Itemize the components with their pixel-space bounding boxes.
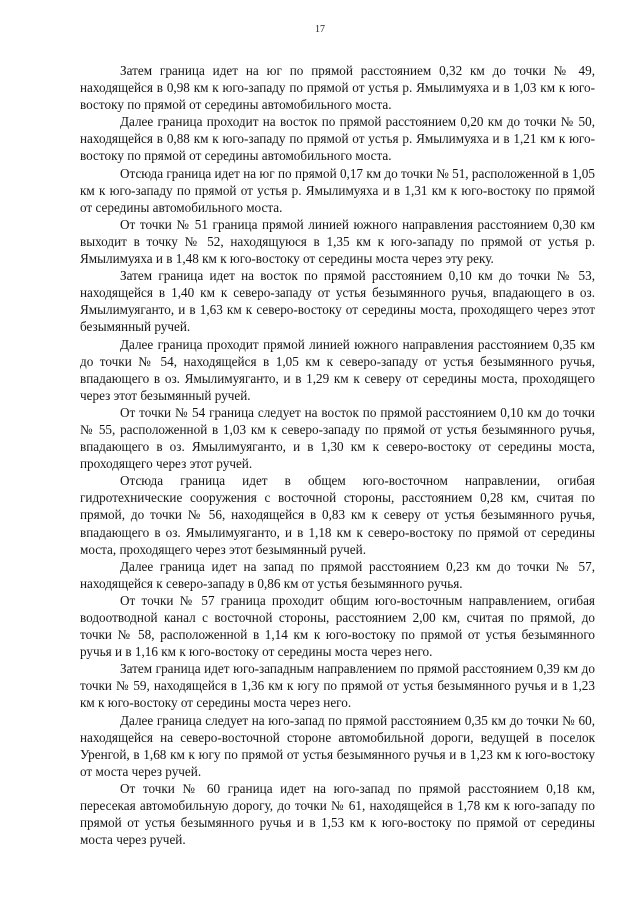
paragraph-point-60: Далее граница следует на юго-запад по прямой расстоянием 0,35 км до точки № 60, находящейся на северо-восточной стороне автомобильной дороги, ведущей в поселок Уренгой, в 1,68 км к югу по прямой от устья безымянного ручья и в 1,23 км к юго-востоку от моста через ручей.: [80, 712, 595, 779]
body-text: [80, 62, 595, 848]
paragraph-point-61: От точки № 60 граница идет на юго-запад по прямой расстоянием 0,18 км, пересекая автомобильную дорогу, до точки № 61, находящейся в 1,78 км к юго-западу по прямой от устья безымянного ручья и в 1,53 км к юго-востоку по прямой от середины моста через ручей.: [80, 780, 595, 848]
paragraph-point-58: От точки № 57 граница проходит общим юго-восточным направлением, огибая водоотводной канал с восточной стороны, расстоянием 2,00 км, считая по прямой, до точки № 58, расположенной в 1,14 км к юго-востоку по прямой от устья безымянного ручья и в 1,16 км к юго-востоку от середины моста через него.: [80, 592, 595, 660]
paragraph-point-52: От точки № 51 граница прямой линией южного направления расстоянием 0,30 км выходит в точку № 52, находящуюся в 1,35 км к юго-западу по прямой от устья р. Ямылимуяха и в 1,48 км к юго-востоку от середины моста через эту реку.: [80, 216, 595, 267]
paragraph-point-51: Отсюда граница идет на юг по прямой 0,17 км до точки № 51, расположенной в 1,05 км к юго-западу по прямой от устья р. Ямылимуяха и в 1,31 км к юго-востоку по прямой от середины автомобильного моста.: [80, 165, 595, 215]
page-number: 17: [315, 24, 325, 35]
paragraph-point-49: Затем граница идет на юг по прямой расстоянием 0,32 км до точки № 49, находящейся в 0,98 км к юго-западу по прямой от устья р. Ямылимуяха и в 1,03 км к юго-востоку по прямой от середины автомобильного моста.: [80, 63, 595, 113]
paragraph-point-53: Затем граница идет на восток по прямой расстоянием 0,10 км до точки № 53, находящейся в 1,40 км к северо-западу от устья безымянного ручья, впадающего в оз. Ямылимуяганто, и в 1,63 км к северо-востоку от середины моста, проходящего через этот безымянный ручей.: [80, 268, 595, 335]
paragraph-point-56: Отсюда граница идет в общем юго-восточном направлении, огибая гидротехнические сооружения с восточной стороны, расстоянием 0,28 км, считая по прямой, до точки № 56, находящейся в 0,83 км к северу от устья безымянного ручья, впадающего в оз. Ямылимуяганто, и в 1,18 км к северо-востоку по прямой от середины моста, проходящего через этот безымянный ручей.: [80, 473, 595, 557]
paragraph-point-57: Далее граница идет на запад по прямой расстоянием 0,23 км до точки № 57, находящейся к северо-западу в 0,86 км от устья безымянного ручья.: [80, 558, 595, 591]
paragraph-point-54: Далее граница проходит прямой линией южного направления расстоянием 0,35 км до точки № 54, находящейся в 1,05 км к северо-западу от устья безымянного ручья, впадающего в оз. Ямылимуяганто, и в 1,29 км к северу от середины моста, проходящего через этот безымянный ручей.: [80, 336, 595, 403]
paragraph-point-55: От точки № 54 граница следует на восток по прямой расстоянием 0,10 км до точки № 55, расположенной в 1,03 км к северо-западу по прямой от устья безымянного ручья, впадающего в оз. Ямылимуяганто, и в 1,30 км к северо-востоку от середины моста, проходящего через этот ручей.: [80, 404, 595, 472]
paragraph-point-59: Затем граница идет юго-западным направлением по прямой расстоянием 0,39 км до точки № 59, находящейся в 1,36 км к югу по прямой от устья безымянного ручья и в 1,23 км к юго-востоку от середины моста через него.: [80, 661, 595, 711]
paragraph-point-50: Далее граница проходит на восток по прямой расстоянием 0,20 км до точки № 50, находящейся в 0,88 км к юго-западу по прямой от устья р. Ямылимуяха и в 1,21 км к юго-востоку по прямой от середины автомобильного моста.: [80, 114, 595, 164]
